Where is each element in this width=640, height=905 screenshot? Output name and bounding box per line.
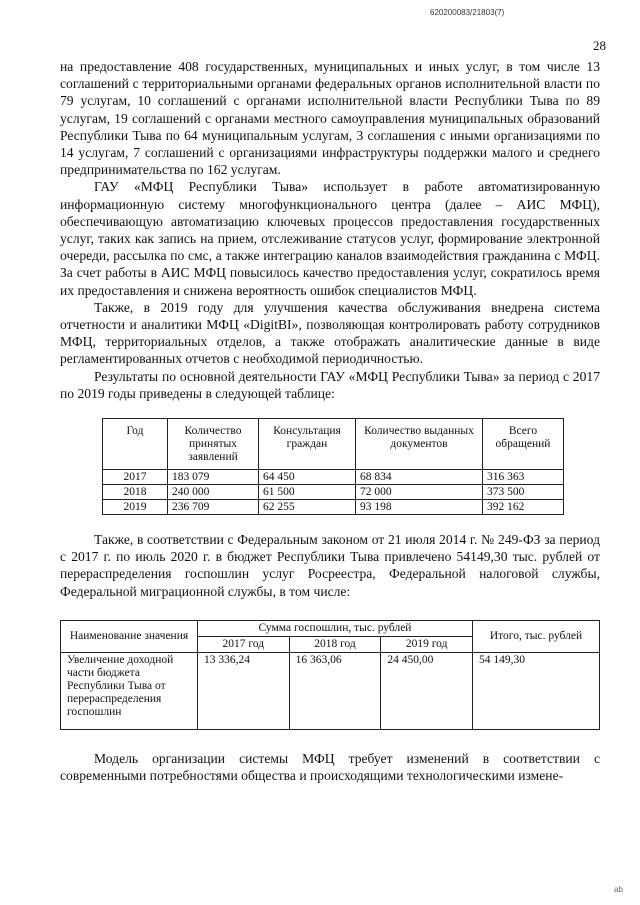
col-applications: Количество принятых заявлений xyxy=(168,419,259,470)
document-body xyxy=(60,58,600,784)
paragraph-services: на предоставление 408 государственных, муниципальных и иных услуг, в том числе 13 соглашений с территориальными органами федеральных органов исполнительной власти по 79 услугам, 10 соглашений с органами исполнительной власти Республики Тыва по 89 услугам, 19 соглашений с органами местного самоуправления муниципальных образований Республики Тыва по 64 муниципальным услугам, 3 соглашения с иными организациями по 14 услугам, 7 соглашений с организациями инфраструктуры поддержки малого и среднего предпринимательства по 162 услугам. xyxy=(60,59,600,178)
col-total: Итого, тыс. рублей xyxy=(473,620,600,652)
col-2017: 2017 год xyxy=(198,636,290,652)
document-id: 620200083/21803(7) xyxy=(430,8,505,17)
table-row xyxy=(103,485,564,500)
table-row xyxy=(61,652,600,729)
table-header-row xyxy=(61,620,600,636)
cell-applications: 236 709 xyxy=(168,500,259,515)
cell-2019: 24 450,00 xyxy=(381,652,473,729)
col-year: Год xyxy=(103,419,168,470)
page-number: 28 xyxy=(593,38,606,53)
col-sum-group: Сумма госпошлин, тыс. рублей xyxy=(198,620,473,636)
cell-issued: 93 198 xyxy=(356,500,483,515)
paragraph-ais-mfc: ГАУ «МФЦ Республики Тыва» использует в работе автоматизированную информационную систему многофункционального центра (далее – АИС МФЦ), обеспечивающую автоматизацию ключевых процессов предоставления государственных услуг, таких как запись на прием, отслеживание статусов услуг, формирование электронной очереди, рассылка по смс, а также интеграцию каналов взаимодействия гражданина с МФЦ. За счет работы в АИС МФЦ повысилось качество предоставления услуг, сократилось время их предоставления и снижена вероятность ошибок специалистов МФЦ. xyxy=(60,179,600,298)
results-table xyxy=(102,418,564,515)
col-name: Наименование значения xyxy=(61,620,198,652)
col-2018: 2018 год xyxy=(289,636,381,652)
cell-total: 373 500 xyxy=(483,485,564,500)
col-total-requests: Всего обращений xyxy=(483,419,564,470)
paragraph-results-intro: Результаты по основной деятельности ГАУ «МФЦ Республики Тыва» за период с 2017 по 2019 годы приведены в следующей таблице: xyxy=(60,368,600,401)
cell-applications: 183 079 xyxy=(168,470,259,485)
scan-mark: ab xyxy=(614,885,623,894)
table-row xyxy=(103,500,564,515)
paragraph-digitbi: Также, в 2019 году для улучшения качества обслуживания внедрена система отчетности и аналитики МФЦ «DigitBI», позволяющая контролировать работу сотрудников МФЦ, территориальных отделов, а также отображать аналитические данные в виде регламентированных отчетов с необходимой периодичностью. xyxy=(60,299,600,367)
col-2019: 2019 год xyxy=(381,636,473,652)
cell-name: Увеличение доходной части бюджета Республики Тыва от перераспределения госпошлин xyxy=(61,652,198,729)
fees-table xyxy=(60,620,600,730)
cell-total: 54 149,30 xyxy=(473,652,600,729)
cell-issued: 72 000 xyxy=(356,485,483,500)
cell-total: 392 162 xyxy=(483,500,564,515)
col-issued-documents: Количество выданных документов xyxy=(356,419,483,470)
paragraph-model: Модель организации системы МФЦ требует изменений в соответствии с современными потребностями общества и происходящими технологическими измене- xyxy=(60,750,600,784)
cell-issued: 68 834 xyxy=(356,470,483,485)
cell-year: 2019 xyxy=(103,500,168,515)
table-header-row xyxy=(103,419,564,470)
cell-consultations: 64 450 xyxy=(259,470,356,485)
cell-2018: 16 363,06 xyxy=(289,652,381,729)
cell-applications: 240 000 xyxy=(168,485,259,500)
table-row xyxy=(103,470,564,485)
cell-consultations: 62 255 xyxy=(259,500,356,515)
col-consultations: Консультация граждан xyxy=(259,419,356,470)
cell-total: 316 363 xyxy=(483,470,564,485)
cell-year: 2017 xyxy=(103,470,168,485)
cell-year: 2018 xyxy=(103,485,168,500)
cell-2017: 13 336,24 xyxy=(198,652,290,729)
paragraph-federal-law: Также, в соответствии с Федеральным законом от 21 июля 2014 г. № 249-ФЗ за период с 2017 г. по июль 2020 г. в бюджет Республики Тыва привлечено 54149,30 тыс. рублей от перераспределения госпошлин услуг Росреестра, Федеральной налоговой службы, Федеральной миграционной службы, в том числе: xyxy=(60,532,600,599)
cell-consultations: 61 500 xyxy=(259,485,356,500)
